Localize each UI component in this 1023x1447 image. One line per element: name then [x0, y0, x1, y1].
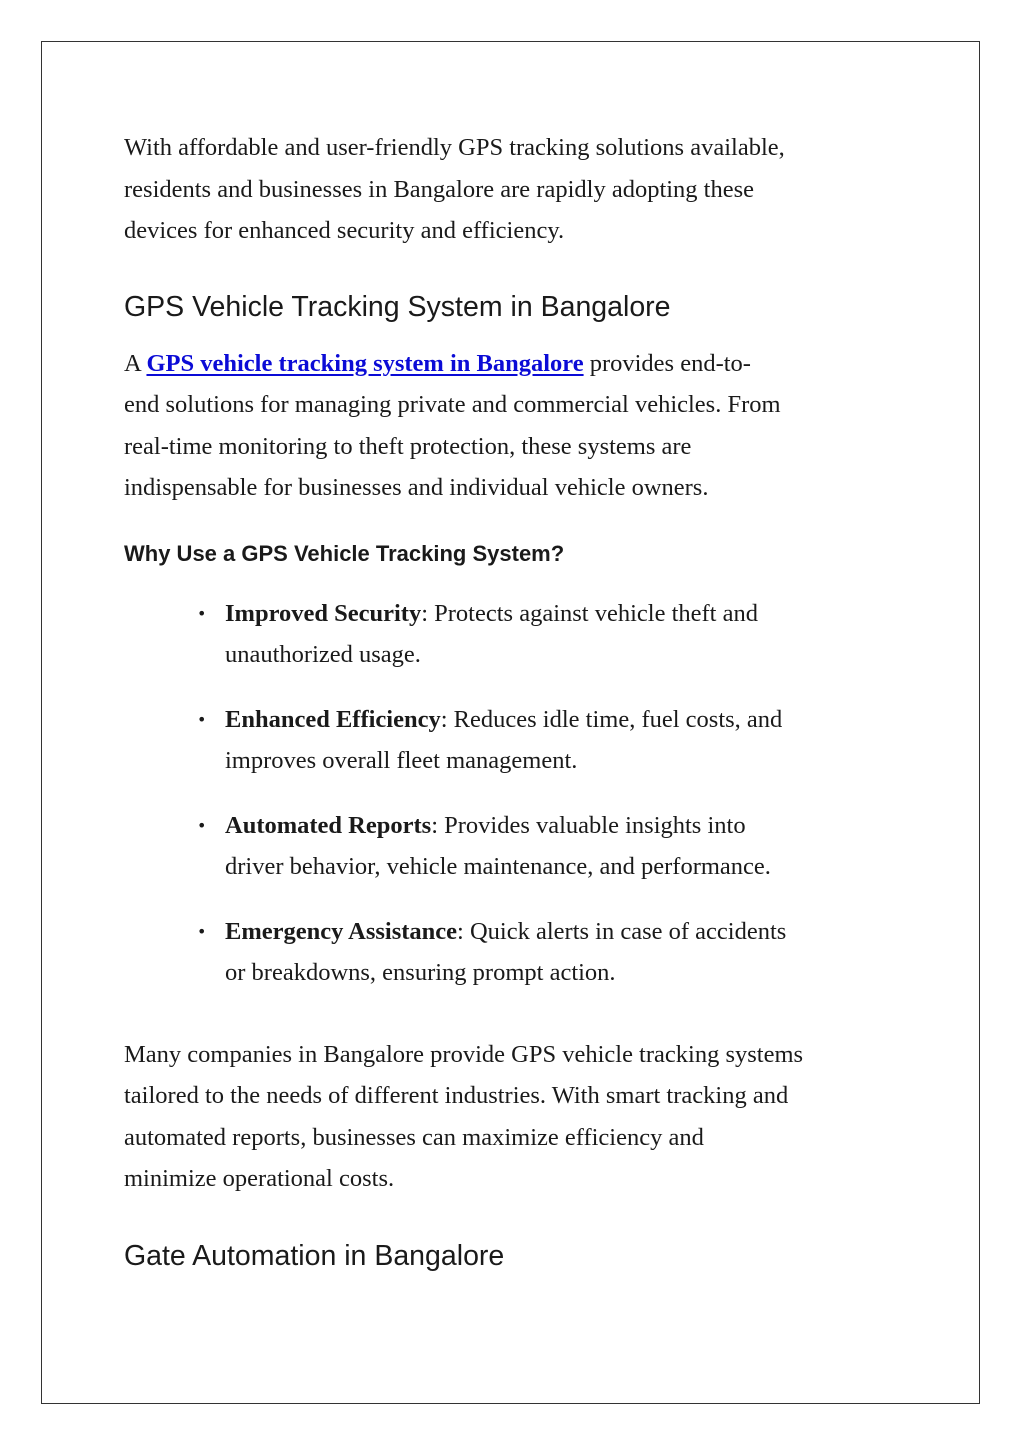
- paragraph-line: [124, 343, 914, 385]
- paragraph-line: end solutions for managing private and commercial vehicles. From: [124, 391, 781, 418]
- paragraph-line: indispensable for businesses and individual vehicle owners.: [124, 474, 709, 501]
- list-item-line: driver behavior, vehicle maintenance, and performance.: [225, 853, 771, 880]
- intro-line: With affordable and user-friendly GPS tracking solutions available,: [124, 134, 785, 161]
- gps-tracking-link[interactable]: GPS vehicle tracking system in Bangalore: [146, 349, 584, 377]
- benefits-list: [124, 593, 914, 994]
- list-item-line: unauthorized usage.: [225, 641, 421, 668]
- closing-line: minimize operational costs.: [124, 1165, 395, 1192]
- document-content: [124, 127, 914, 1274]
- list-item-line: [225, 805, 914, 847]
- list-item-line: [225, 911, 914, 953]
- paragraph-prefix: A: [124, 349, 147, 377]
- list-item-line: or breakdowns, ensuring prompt action.: [225, 959, 616, 986]
- paragraph-line1-suffix: provides end-to-: [583, 349, 751, 377]
- list-item-line: [225, 699, 914, 741]
- closing-line: automated reports, businesses can maximize efficiency and: [124, 1123, 704, 1151]
- list-item-desc: : Quick alerts in case of accidents: [457, 917, 787, 945]
- closing-line: tailored to the needs of different industries. With smart tracking and: [124, 1082, 789, 1109]
- list-item: [124, 805, 914, 888]
- intro-paragraph: [124, 127, 914, 252]
- list-item-line: improves overall fleet management.: [225, 747, 578, 774]
- list-item-desc: : Reduces idle time, fuel costs, and: [440, 705, 783, 733]
- subheading-why-use: Why Use a GPS Vehicle Tracking System?: [124, 540, 565, 566]
- list-item-desc: : Protects against vehicle theft and: [421, 599, 758, 627]
- list-item-term: Emergency Assistance: [225, 917, 458, 945]
- bullet-icon: •: [197, 603, 207, 623]
- section-heading-gps-tracking: GPS Vehicle Tracking System in Bangalore: [124, 290, 671, 323]
- list-item: [124, 593, 914, 676]
- closing-line: Many companies in Bangalore provide GPS vehicle tracking systems: [124, 1040, 804, 1068]
- bullet-icon: •: [197, 709, 207, 729]
- list-item-line: [225, 593, 914, 635]
- list-item-term: Enhanced Efficiency: [225, 705, 441, 733]
- intro-line: residents and businesses in Bangalore are rapidly adopting these: [124, 175, 755, 203]
- bullet-icon: •: [197, 815, 207, 835]
- intro-line: devices for enhanced security and efficiency.: [124, 217, 565, 244]
- closing-paragraph: [124, 1034, 914, 1200]
- paragraph-line: real-time monitoring to theft protection, these systems are: [124, 432, 692, 460]
- list-item-term: Automated Reports: [225, 811, 432, 839]
- list-item-desc: : Provides valuable insights into: [431, 811, 746, 839]
- list-item: [124, 699, 914, 782]
- list-item: [124, 911, 914, 994]
- gps-tracking-paragraph: [124, 343, 914, 509]
- bullet-icon: •: [197, 921, 207, 941]
- section-heading-gate-automation: Gate Automation in Bangalore: [124, 1239, 505, 1272]
- list-item-term: Improved Security: [225, 599, 422, 627]
